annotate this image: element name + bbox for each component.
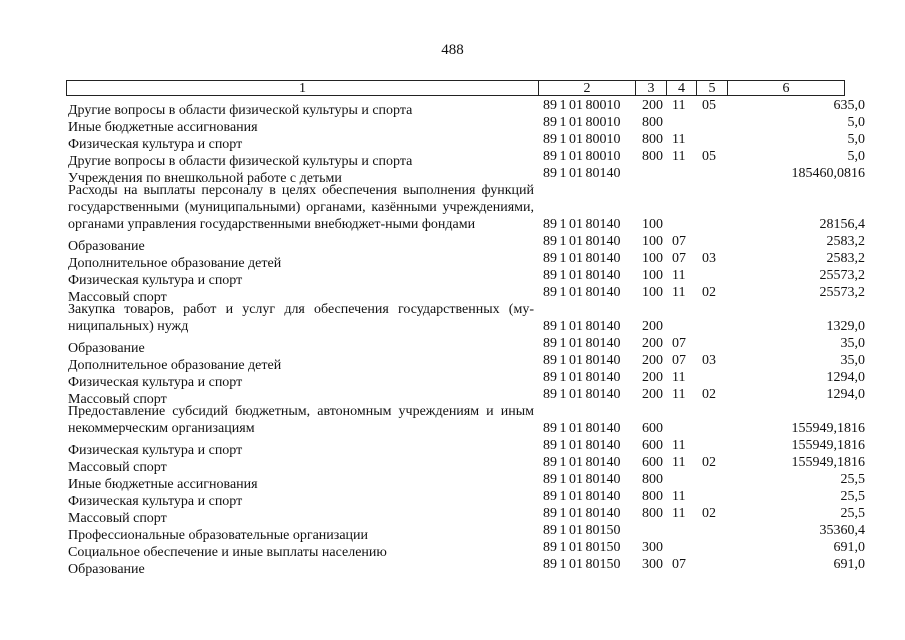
row-code: 89 1 01 80140 — [543, 268, 621, 283]
row-amount: 25573,2 — [819, 285, 865, 300]
row-code: 89 1 01 80150 — [543, 557, 621, 572]
row-col-3: 200 — [642, 98, 663, 113]
row-code: 89 1 01 80140 — [543, 353, 621, 368]
row-col-3: 800 — [642, 115, 663, 130]
header-col-5: 5 — [697, 81, 728, 95]
row-col-4: 11 — [672, 489, 686, 504]
row-amount: 5,0 — [847, 149, 865, 164]
row-name: Образование — [68, 239, 145, 254]
row-col-4: 07 — [672, 234, 686, 249]
row-name: Учреждения по внешкольной работе с детьми — [68, 171, 342, 186]
row-amount: 155949,1816 — [791, 438, 865, 453]
row-amount: 185460,0816 — [791, 166, 865, 181]
row-col-3: 200 — [642, 387, 663, 402]
row-name: Другие вопросы в области физической культуры и спорта — [68, 154, 413, 169]
row-code: 89 1 01 80010 — [543, 98, 621, 113]
table-row — [0, 97, 905, 118]
row-col-3: 200 — [642, 353, 663, 368]
row-code: 89 1 01 80010 — [543, 149, 621, 164]
row-col-5: 02 — [702, 455, 716, 470]
row-name: Дополнительное образование детей — [68, 256, 282, 271]
row-col-5: 05 — [702, 98, 716, 113]
row-code: 89 1 01 80140 — [543, 370, 621, 385]
row-col-3: 300 — [642, 557, 663, 572]
row-amount: 1294,0 — [826, 370, 865, 385]
row-name: Массовый спорт — [68, 460, 167, 475]
header-col-3: 3 — [636, 81, 667, 95]
row-col-3: 100 — [642, 268, 663, 283]
row-code: 89 1 01 80140 — [543, 489, 621, 504]
row-code: 89 1 01 80150 — [543, 523, 621, 538]
row-col-3: 100 — [642, 251, 663, 266]
row-amount: 2583,2 — [826, 251, 865, 266]
row-col-4: 11 — [672, 370, 686, 385]
row-name: Закупка товаров, работ и услуг для обеспечения государственных (му-ниципальных) нужд — [68, 302, 534, 334]
row-name: Другие вопросы в области физической культуры и спорта — [68, 103, 413, 118]
row-amount: 155949,1816 — [791, 421, 865, 436]
row-col-4: 11 — [672, 149, 686, 164]
row-col-5: 02 — [702, 506, 716, 521]
row-name: Профессиональные образовательные организации — [68, 528, 369, 543]
row-name: Массовый спорт — [68, 392, 167, 407]
row-amount: 1294,0 — [826, 387, 865, 402]
row-code: 89 1 01 80140 — [543, 251, 621, 266]
header-col-2: 2 — [539, 81, 636, 95]
row-col-3: 800 — [642, 149, 663, 164]
budget-table-body — [0, 97, 905, 577]
row-col-3: 200 — [642, 336, 663, 351]
row-name: Физическая культура и спорт — [68, 494, 243, 509]
row-col-4: 07 — [672, 251, 686, 266]
row-name: Физическая культура и спорт — [68, 443, 243, 458]
row-amount: 35,0 — [840, 336, 865, 351]
row-amount: 155949,1816 — [791, 455, 865, 470]
row-name: Массовый спорт — [68, 511, 167, 526]
header-col-1: 1 — [67, 81, 539, 95]
row-amount: 5,0 — [847, 132, 865, 147]
row-name: Образование — [68, 341, 145, 356]
row-code: 89 1 01 80140 — [543, 285, 621, 300]
row-col-4: 11 — [672, 387, 686, 402]
row-col-3: 300 — [642, 540, 663, 555]
row-col-4: 11 — [672, 438, 686, 453]
row-name: Массовый спорт — [68, 290, 167, 305]
row-col-4: 11 — [672, 98, 686, 113]
table-row — [0, 182, 905, 233]
row-amount: 1329,0 — [826, 319, 865, 334]
row-col-5: 03 — [702, 353, 716, 368]
row-amount: 25,5 — [840, 472, 865, 487]
row-col-3: 100 — [642, 234, 663, 249]
table-row — [0, 437, 905, 458]
row-col-4: 11 — [672, 132, 686, 147]
row-name: Иные бюджетные ассигнования — [68, 477, 258, 492]
row-col-4: 07 — [672, 336, 686, 351]
row-name: Физическая культура и спорт — [68, 375, 243, 390]
row-name: Образование — [68, 562, 145, 577]
row-col-4: 11 — [672, 268, 686, 283]
row-amount: 35360,4 — [819, 523, 865, 538]
table-row — [0, 301, 905, 335]
row-col-5: 02 — [702, 387, 716, 402]
row-col-4: 07 — [672, 557, 686, 572]
row-amount: 691,0 — [833, 540, 865, 555]
row-code: 89 1 01 80140 — [543, 166, 621, 181]
row-col-3: 200 — [642, 370, 663, 385]
table-row — [0, 335, 905, 356]
row-code: 89 1 01 80140 — [543, 217, 621, 232]
row-name: Иные бюджетные ассигнования — [68, 120, 258, 135]
row-amount: 25573,2 — [819, 268, 865, 283]
row-code: 89 1 01 80140 — [543, 438, 621, 453]
header-col-4: 4 — [667, 81, 697, 95]
row-name: Дополнительное образование детей — [68, 358, 282, 373]
row-code: 89 1 01 80140 — [543, 421, 621, 436]
row-col-5: 02 — [702, 285, 716, 300]
row-name: Социальное обеспечение и иные выплаты населению — [68, 545, 387, 560]
row-col-3: 200 — [642, 319, 663, 334]
row-col-3: 800 — [642, 489, 663, 504]
row-amount: 28156,4 — [819, 217, 865, 232]
row-amount: 691,0 — [833, 557, 865, 572]
row-col-5: 05 — [702, 149, 716, 164]
row-name: Физическая культура и спорт — [68, 273, 243, 288]
row-col-3: 800 — [642, 472, 663, 487]
row-amount: 635,0 — [833, 98, 865, 113]
row-code: 89 1 01 80140 — [543, 234, 621, 249]
row-col-3: 600 — [642, 421, 663, 436]
row-code: 89 1 01 80140 — [543, 472, 621, 487]
row-col-3: 800 — [642, 132, 663, 147]
row-col-3: 100 — [642, 285, 663, 300]
table-header — [66, 80, 845, 96]
page-number: 488 — [441, 42, 464, 58]
row-amount: 25,5 — [840, 506, 865, 521]
row-code: 89 1 01 80010 — [543, 115, 621, 130]
row-col-4: 07 — [672, 353, 686, 368]
row-code: 89 1 01 80140 — [543, 506, 621, 521]
row-col-4: 11 — [672, 285, 686, 300]
row-name: Предоставление субсидий бюджетным, автономным учреждениям и иным некоммерческим организациям — [68, 404, 534, 436]
row-code: 89 1 01 80140 — [543, 455, 621, 470]
row-col-5: 03 — [702, 251, 716, 266]
header-col-6: 6 — [782, 81, 790, 96]
row-code: 89 1 01 80010 — [543, 132, 621, 147]
row-code: 89 1 01 80140 — [543, 319, 621, 334]
table-row — [0, 403, 905, 437]
row-col-4: 11 — [672, 506, 686, 521]
row-col-3: 600 — [642, 455, 663, 470]
row-name: Расходы на выплаты персоналу в целях обеспечения выполнения функций государственными (муниципальными) органами, казёнными учреждениями, органами управления государственными внебюджет-ными фондами — [68, 183, 534, 232]
row-code: 89 1 01 80140 — [543, 336, 621, 351]
row-col-4: 11 — [672, 455, 686, 470]
row-name: Физическая культура и спорт — [68, 137, 243, 152]
row-col-3: 100 — [642, 217, 663, 232]
row-code: 89 1 01 80140 — [543, 387, 621, 402]
table-row — [0, 233, 905, 254]
row-code: 89 1 01 80150 — [543, 540, 621, 555]
row-amount: 5,0 — [847, 115, 865, 130]
row-amount: 2583,2 — [826, 234, 865, 249]
row-amount: 35,0 — [840, 353, 865, 368]
row-amount: 25,5 — [840, 489, 865, 504]
row-col-3: 800 — [642, 506, 663, 521]
row-col-3: 600 — [642, 438, 663, 453]
